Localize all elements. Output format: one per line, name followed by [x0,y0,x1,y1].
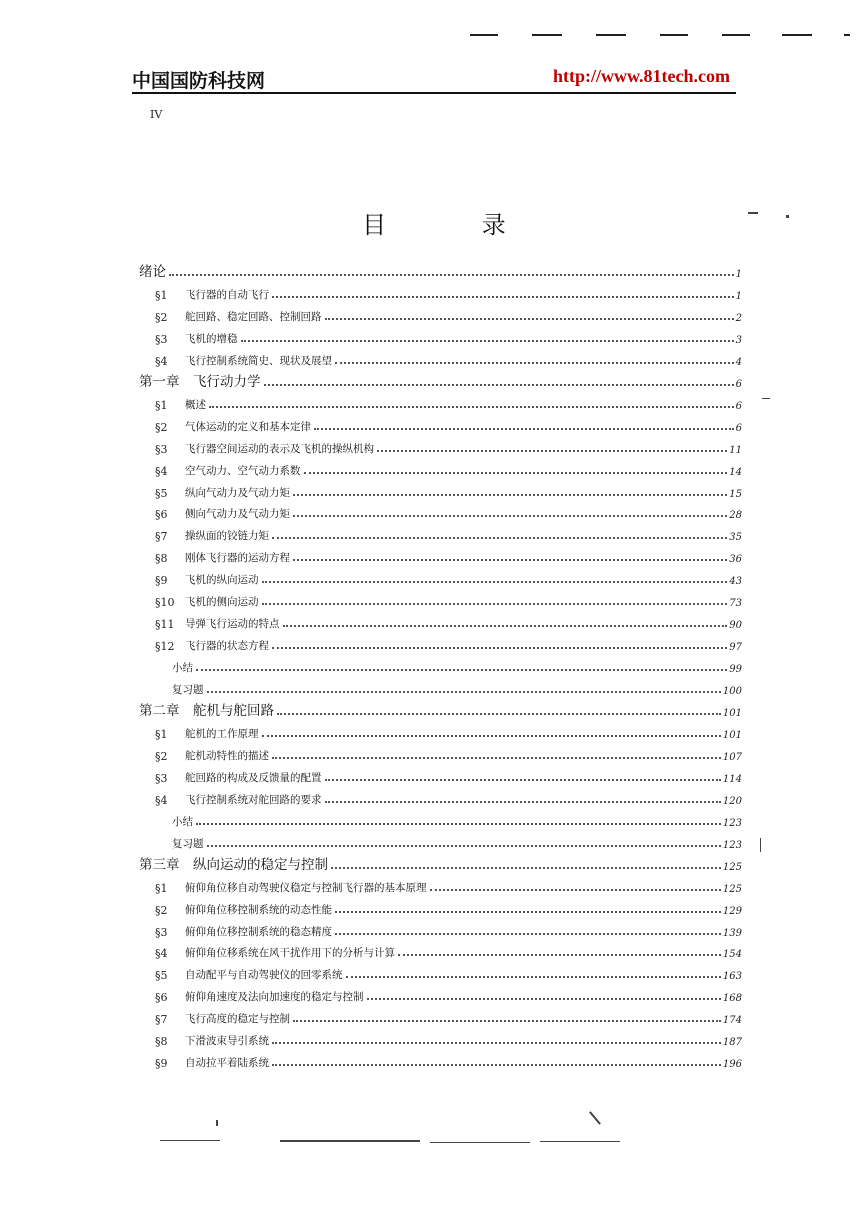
toc-entry[interactable] [155,767,742,785]
toc-leader-dots [314,428,734,430]
toc-page-number: 36 [729,554,742,566]
toc-entry-title: 舵机动特性的描述 [185,749,269,762]
toc-page-number: 168 [722,993,742,1005]
page-header [132,66,736,94]
page-number: IV [150,108,163,121]
toc-page-number: 163 [722,971,742,983]
toc-entry-title: 第一章 飞行动力学 [139,373,261,390]
toc-leader-dots [207,691,721,693]
toc-leader-dots [272,537,727,539]
toc-page-number: 6 [735,422,742,434]
toc-entry-title: 概述 [185,398,206,411]
toc-page-number: 4 [735,356,742,368]
toc-section-number: §8 [155,1035,168,1049]
toc-entry-title: 俯仰角位移系统在风干扰作用下的分析与计算 [185,947,395,960]
toc-leader-dots [169,274,734,276]
toc-entry[interactable] [155,964,742,982]
toc-page-number: 15 [729,488,742,500]
site-url-link[interactable]: http://www.81tech.com [553,66,730,86]
toc-entry-title: 小结 [172,662,193,675]
toc-page-number: 123 [722,839,742,851]
toc-page-number: 14 [729,466,742,478]
toc-leader-dots [430,889,721,891]
toc-leader-dots [331,867,721,869]
toc-section-number: §2 [155,420,168,434]
toc-entry-title: 绪论 [139,264,166,280]
toc-entry-title: 飞行器空间运动的表示及飞机的操纵机构 [185,442,374,455]
toc-leader-dots [209,406,734,408]
toc-leader-dots [196,669,727,671]
toc-page-number: 90 [729,620,742,632]
toc-entry-title: 俯仰角位移控制系统的动态性能 [185,903,332,916]
toc-leader-dots [325,801,721,803]
toc-section-number: §7 [155,1013,168,1027]
toc-section-number: §11 [155,618,175,632]
toc-entry-title: 刚体飞行器的运动方程 [185,552,290,565]
toc-leader-dots [377,450,727,452]
toc-section-number: §1 [155,398,168,412]
toc-section-number: §3 [155,771,168,785]
toc-leader-dots [241,340,734,342]
toc-entry-title: 第二章 舵机与舵回路 [139,703,274,719]
toc-leader-dots [293,515,727,517]
scan-artifact-dashes [470,34,860,38]
site-name: 中国国防科技网 [132,70,266,92]
toc-page-number: 43 [729,576,742,588]
toc-entry-title: 操纵面的铰链力矩 [185,530,269,543]
toc-section-number: §10 [155,596,175,610]
toc-section-number: §9 [155,1057,168,1071]
toc-entry-title: 飞行控制系统对舵回路的要求 [185,793,322,806]
toc-leader-dots [335,911,721,913]
toc-section-number: §1 [155,288,168,302]
toc-entry[interactable] [155,635,742,653]
toc-leader-dots [262,603,728,605]
toc-entry[interactable] [139,262,742,280]
toc-page-number: 107 [722,751,742,763]
toc-entry[interactable] [155,591,742,609]
toc-page-number: 99 [729,664,742,676]
toc-leader-dots [293,559,727,561]
toc-page-number: 11 [729,444,742,456]
toc-section-number: §6 [155,508,168,522]
toc-entry[interactable] [155,306,742,324]
toc-leader-dots [272,1042,721,1044]
toc-page-number: 6 [735,378,742,390]
toc-entry-title: 飞机的侧向运动 [185,596,259,609]
toc-entry[interactable] [155,328,742,346]
toc-page-number: 100 [722,686,742,698]
toc-section-number: §5 [155,969,168,983]
toc-entry-title: 侧向气动力及气动力矩 [185,508,290,521]
toc-section-number: §3 [155,925,168,939]
toc-entry[interactable] [139,372,742,390]
toc-entry[interactable] [155,1030,742,1048]
toc-entry[interactable] [139,855,742,873]
toc-entry-title: 飞行高度的稳定与控制 [185,1013,290,1026]
toc-leader-dots [277,713,721,715]
toc-page-number: 123 [722,817,742,829]
toc-section-number: §4 [155,354,168,368]
toc-leader-dots [335,933,721,935]
toc-leader-dots [335,362,734,364]
toc-entry[interactable] [172,679,742,697]
toc-section-number: §5 [155,486,168,500]
toc-leader-dots [325,318,734,320]
toc-entry-title: 舵回路的构成及反馈量的配置 [185,771,322,784]
toc-entry-title: 复习题 [172,684,204,697]
toc-page-number: 1 [735,269,742,280]
toc-entry[interactable] [155,723,742,741]
toc-entry[interactable] [155,547,742,565]
toc-entry-title: 舵回路、稳定回路、控制回路 [185,310,322,323]
toc-section-number: §12 [155,640,175,654]
toc-page-number: 3 [735,334,742,346]
toc-entry[interactable] [155,942,742,960]
toc-page-number: 97 [729,642,742,654]
toc-entry[interactable] [139,701,742,719]
toc-entry-title: 俯仰角位移控制系统的稳态精度 [185,925,332,938]
toc-section-number: §4 [155,793,168,807]
toc-entry[interactable] [155,986,742,1004]
toc-entry-title: 下滑波束导引系统 [185,1035,269,1048]
toc-leader-dots [196,823,721,825]
toc-entry-title: 气体运动的定义和基本定律 [185,420,311,433]
toc-entry-title: 自动拉平着陆系统 [185,1057,269,1070]
toc-section-number: §3 [155,442,168,456]
toc-leader-dots [293,494,727,496]
toc-entry-title: 导弹飞行运动的特点 [185,618,280,631]
toc-section-number: §7 [155,530,168,544]
toc-entry[interactable] [155,394,742,412]
toc-entry[interactable] [155,789,742,807]
toc-page-number: 114 [722,773,742,785]
toc-entry-title: 俯仰角速度及法向加速度的稳定与控制 [185,991,364,1004]
toc-entry[interactable] [155,613,742,631]
toc-page-number: 187 [722,1037,742,1049]
toc-entry-title: 第三章 纵向运动的稳定与控制 [139,856,328,873]
toc-leader-dots [346,976,721,978]
toc-leader-dots [367,998,721,1000]
toc-section-number: §1 [155,881,168,895]
toc-entry-title: 飞行控制系统简史、现状及展望 [185,354,332,367]
toc-entry[interactable] [155,1052,742,1070]
toc-entry-title: 飞行器的状态方程 [185,640,269,653]
toc-entry[interactable] [155,899,742,917]
toc-leader-dots [293,1020,721,1022]
toc-entry[interactable] [155,569,742,587]
toc-page-number: 2 [735,312,742,324]
toc-entry-title: 自动配平与自动驾驶仪的回零系统 [185,969,343,982]
toc-page-number: 120 [722,795,742,807]
toc-page-number: 73 [729,598,742,610]
toc-page-number: 129 [722,905,742,917]
toc-entry-title: 飞机的纵向运动 [185,574,259,587]
toc-section-number: §4 [155,464,168,478]
toc-entry-title: 飞行器的自动飞行 [185,288,269,301]
toc-leader-dots [262,735,721,737]
toc-leader-dots [304,472,728,474]
toc-section-number: §9 [155,574,168,588]
toc-leader-dots [325,779,721,781]
toc-section-number: §1 [155,727,168,741]
toc-page-number: 28 [729,510,742,522]
toc-entry[interactable] [155,482,742,500]
toc-page-number: 174 [722,1015,742,1027]
toc-entry[interactable] [155,438,742,456]
toc-entry[interactable] [155,525,742,543]
toc-page-number: 6 [735,400,742,412]
toc-section-number: §2 [155,310,168,324]
toc-section-number: §4 [155,947,168,961]
toc-page-number: 125 [722,861,742,873]
toc-entry[interactable] [155,921,742,939]
toc-section-number: §2 [155,749,168,763]
toc-page-number: 1 [735,290,742,302]
toc-entry[interactable] [155,503,742,521]
toc-entry[interactable] [172,811,742,829]
toc-leader-dots [272,647,727,649]
toc-entry-title: 舵机的工作原理 [185,727,259,740]
toc-page-number: 154 [722,949,742,961]
toc-page-number: 101 [722,729,742,741]
toc-entry[interactable] [155,416,742,434]
toc-section-number: §2 [155,903,168,917]
toc-entry-title: 复习题 [172,837,204,850]
toc-leader-dots [398,954,721,956]
toc-section-number: §8 [155,552,168,566]
toc-entry-title: 俯仰角位移自动驾驶仪稳定与控制飞行器的基本原理 [185,881,427,894]
toc-entry[interactable] [155,1008,742,1026]
toc-entry-title: 纵向气动力及气动力矩 [185,486,290,499]
toc-entry-title: 小结 [172,815,193,828]
toc-entry[interactable] [155,745,742,763]
toc-leader-dots [262,581,728,583]
toc-leader-dots [272,757,721,759]
toc-entry-title: 空气动力、空气动力系数 [185,464,301,477]
toc-leader-dots [272,1064,721,1066]
toc-leader-dots [264,384,734,386]
toc-entry[interactable] [155,350,742,368]
toc-page-number: 101 [722,708,742,719]
toc-section-number: §3 [155,332,168,346]
toc-leader-dots [207,845,721,847]
toc-entry[interactable] [155,460,742,478]
toc-entry[interactable] [155,877,742,895]
toc-title: 目 录 [362,211,550,239]
toc-entry[interactable] [155,284,742,302]
toc-page-number: 125 [722,883,742,895]
toc-entry[interactable] [172,657,742,675]
toc-page-number: 196 [722,1059,742,1071]
toc-section-number: §6 [155,991,168,1005]
toc-entry[interactable] [172,833,742,851]
toc-page-number: 139 [722,927,742,939]
toc-entry-title: 飞机的增稳 [185,332,238,345]
toc-leader-dots [283,625,728,627]
toc-page-number: 35 [729,532,742,544]
toc-leader-dots [272,296,734,298]
